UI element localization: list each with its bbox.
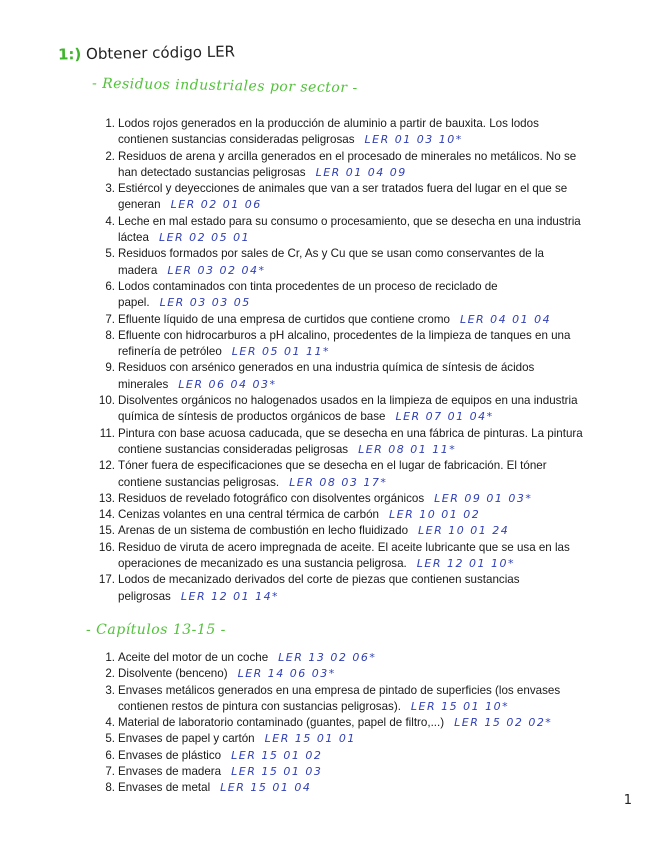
item-text: Envases de madera — [118, 765, 222, 779]
list-item — [0, 666, 588, 682]
list-item — [0, 360, 588, 393]
item-number: 8. — [105, 328, 115, 342]
item-number: 13. — [98, 491, 115, 505]
item-text: Lodos de mecanizado derivados del corte de piezas que contienen sustancias peligrosas — [118, 573, 520, 603]
item-number: 12. — [98, 459, 115, 473]
item-text: Envases metálicos generados en una empresa de pintado de superficies (los envases contienen restos de pintura con sustancias peligrosas). — [118, 683, 561, 713]
item-text: Residuos con arsénico generados en una industria química de síntesis de ácidos minerales — [118, 361, 535, 391]
industrial-waste-list — [0, 116, 588, 605]
list-item — [0, 650, 588, 666]
list-item — [0, 491, 588, 507]
item-text: Material de laboratorio contaminado (guantes, papel de filtro,...) — [118, 716, 445, 730]
item-text: Leche en mal estado para su consumo o procesamiento, que se desecha en una industria láctea — [118, 214, 581, 245]
list-item — [0, 748, 588, 764]
item-number: 16. — [98, 540, 115, 554]
item-number: 1. — [105, 651, 115, 664]
list-item — [0, 116, 588, 149]
list-item — [0, 181, 588, 214]
ler-code: LER 01 04 09 — [315, 165, 407, 179]
list-item — [0, 312, 588, 328]
item-text: Residuos de revelado fotográfico con disolventes orgánicos — [118, 491, 425, 505]
ler-code: LER 12 01 14* — [180, 589, 280, 603]
item-number: 7. — [105, 765, 115, 779]
ler-code: LER 02 01 06 — [170, 198, 262, 212]
item-text: Residuos formados por sales de Cr, As y Cu que se usan como conservantes de la madera — [118, 247, 544, 277]
list-item — [0, 507, 588, 523]
ler-code: LER 03 03 05 — [159, 296, 251, 310]
title-number: 1:) — [57, 45, 82, 64]
chapters-waste-list — [0, 650, 588, 797]
list-item — [0, 393, 588, 426]
item-text: Aceite del motor de un coche — [118, 651, 269, 664]
item-number: 11. — [99, 426, 115, 440]
item-number: 7. — [105, 312, 115, 326]
item-number: 8. — [105, 781, 115, 795]
ler-code: LER 09 01 03* — [434, 491, 533, 505]
ler-code: LER 15 01 10* — [410, 699, 510, 713]
ler-code: LER 03 02 04* — [167, 263, 266, 277]
ler-code: LER 06 04 03* — [178, 377, 277, 391]
title-text: Obtener código LER — [85, 42, 236, 64]
item-number: 17. — [98, 573, 115, 587]
list-item — [0, 149, 588, 182]
ler-code: LER 05 01 11* — [231, 345, 330, 359]
item-number: 9. — [105, 361, 115, 375]
ler-code: LER 01 03 10* — [364, 133, 463, 147]
ler-code: LER 15 01 01 — [264, 732, 356, 746]
item-text: Disolventes orgánicos no halogenados usados en la limpieza de equipos en una industria química de síntesis de productos orgánicos de base — [118, 394, 578, 424]
item-text: Envases de plástico — [118, 748, 222, 762]
item-text: Envases de metal — [118, 781, 211, 795]
item-number: 10. — [98, 394, 115, 408]
item-text: Envases de papel y cartón — [118, 732, 255, 746]
list-item — [0, 540, 588, 573]
list-item — [0, 328, 588, 361]
ler-code: LER 15 01 04 — [220, 781, 312, 795]
ler-code: LER 08 01 11* — [358, 442, 457, 456]
ler-code: LER 10 01 24 — [418, 524, 510, 538]
list-item — [0, 523, 588, 539]
item-number: 14. — [98, 508, 115, 522]
page-number: 1 — [623, 793, 632, 808]
list-item — [0, 279, 588, 312]
item-text: Residuos de arena y arcilla generados en el procesado de minerales no metálicos. No se han detectado sustancias peligrosas — [118, 149, 577, 179]
item-text: Arenas de un sistema de combustión en lecho fluidizado — [118, 524, 409, 538]
list-item — [0, 572, 588, 605]
section-heading-industrial: - Residuos industriales por sector - — [91, 75, 358, 97]
ler-code: LER 08 03 17* — [289, 475, 388, 489]
list-item — [0, 458, 588, 491]
item-text: Lodos rojos generados en la producción de aluminio a partir de bauxita. Los lodos contienen sustancias consideradas peligrosas — [118, 117, 539, 147]
list-item — [0, 764, 588, 780]
item-text: Pintura con base acuosa caducada, que se desecha en una fábrica de pinturas. La pintura contiene sustancias consideradas peligrosas — [118, 426, 583, 456]
item-text: Estiércol y deyecciones de animales que van a ser tratados fuera del lugar en el que se generan — [118, 182, 568, 212]
item-number: 1. — [105, 117, 115, 130]
item-text: Lodos contaminados con tinta procedentes de un proceso de reciclado de papel. — [118, 279, 498, 310]
ler-code: LER 12 01 10* — [416, 557, 515, 571]
list-item — [0, 731, 588, 747]
item-text: Cenizas volantes en una central térmica de carbón — [118, 508, 380, 522]
list-item — [0, 246, 588, 279]
item-number: 15. — [98, 524, 115, 538]
ler-code: LER 15 01 03 — [231, 765, 323, 779]
list-item — [0, 715, 588, 731]
ler-code: LER 13 02 06* — [278, 651, 377, 664]
ler-code: LER 07 01 04* — [395, 410, 494, 424]
item-number: 3. — [105, 683, 115, 697]
ler-code: LER 02 05 01 — [158, 231, 251, 245]
ler-code: LER 14 06 03* — [237, 667, 336, 681]
section-heading-chapters: - Capítulos 13-15 - — [86, 622, 226, 638]
item-number: 6. — [105, 748, 115, 762]
item-number: 2. — [105, 667, 115, 681]
item-text: Efluente líquido de una empresa de curtidos que contiene cromo — [118, 312, 450, 326]
item-text: Disolvente (benceno) — [118, 667, 228, 681]
item-text: Efluente con hidrocarburos a pH alcalino, procedentes de la limpieza de tanques en una refinería de petróleo — [118, 328, 571, 359]
item-text: Residuo de viruta de acero impregnada de aceite. El aceite lubricante que se usa en las operaciones de mecanizado es una sustancia peligrosa. — [118, 540, 570, 571]
item-number: 4. — [105, 214, 115, 228]
ler-code: LER 04 01 04 — [459, 312, 552, 326]
list-item — [0, 780, 588, 796]
list-item — [0, 683, 588, 716]
item-number: 2. — [105, 149, 115, 163]
item-number: 5. — [105, 732, 115, 746]
item-number: 5. — [105, 247, 115, 261]
page-title — [58, 42, 235, 63]
ler-code: LER 10 01 02 — [389, 508, 481, 522]
item-text: Tóner fuera de especificaciones que se desecha en el lugar de fabricación. El tóner contiene sustancias peligrosas. — [118, 459, 547, 489]
ler-code: LER 15 02 02* — [454, 716, 553, 730]
ler-code: LER 15 01 02 — [231, 748, 323, 762]
item-number: 4. — [105, 716, 115, 730]
list-item — [0, 426, 588, 459]
item-number: 3. — [105, 182, 115, 196]
item-number: 6. — [105, 279, 115, 293]
list-item — [0, 214, 588, 247]
